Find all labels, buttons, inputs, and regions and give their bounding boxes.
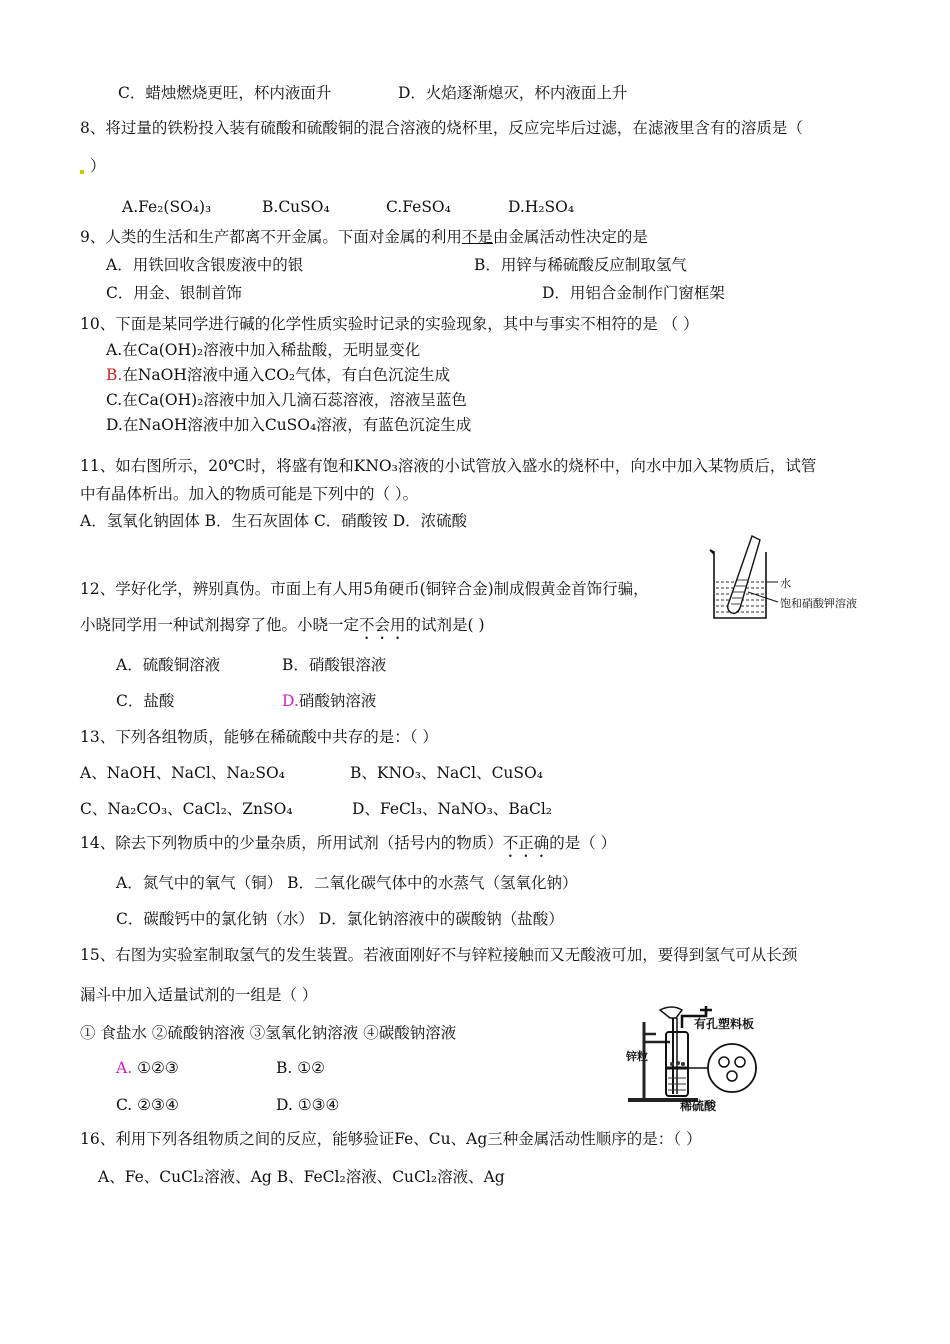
q15-items: ① 食盐水 ②硫酸钠溶液 ③氢氧化钠溶液 ④碳酸钠溶液 xyxy=(80,1024,457,1042)
beaker-figure xyxy=(700,530,880,626)
q9-stem-post: 由金属活动性决定的是 xyxy=(492,228,648,246)
q15-option-a-letter: A. xyxy=(116,1059,133,1077)
q10-option-b xyxy=(106,364,450,386)
q16-options-ab: A、Fe、CuCl₂溶液、Ag B、FeCl₂溶液、CuCl₂溶液、Ag xyxy=(98,1168,505,1186)
q8-marker xyxy=(80,170,84,174)
q9-option-d: D．用铝合金制作门窗框架 xyxy=(542,284,725,302)
q13-option-d: D、FeCl₃、NaNO₃、BaCl₂ xyxy=(352,800,552,818)
q10-option-d: D.在NaOH溶液中加入CuSO₄溶液，有蓝色沉淀生成 xyxy=(106,416,472,434)
q7-option-d: D．火焰逐渐熄灭，杯内液面上升 xyxy=(398,84,628,102)
q12-option-d xyxy=(282,690,376,712)
q11-line2: 中有晶体析出。加入的物质可能是下列中的（ ）。 xyxy=(80,485,419,503)
q9-option-b: B．用锌与稀硫酸反应制取氢气 xyxy=(474,256,687,274)
q13-stem: 13、下列各组物质，能够在稀硫酸中共存的是：（ ） xyxy=(80,728,438,746)
q15-option-d: D. ①③④ xyxy=(276,1096,340,1114)
q11-options: A．氢氧化钠固体 B．生石灰固体 C．硝酸铵 D．浓硫酸 xyxy=(80,512,468,530)
label-zinc: 锌粒 xyxy=(626,1050,648,1063)
q12-option-b: B．硝酸银溶液 xyxy=(282,656,387,674)
q9-option-a: A．用铁回收含银废液中的银 xyxy=(106,256,304,274)
q10-stem: 10、下面是某同学进行碱的化学性质实验时记录的实验现象，其中与事实不相符的是 （ ） xyxy=(80,315,699,333)
q13-option-b: B、KNO₃、NaCl、CuSO₄ xyxy=(350,764,543,782)
q13-option-c: C、Na₂CO₃、CaCl₂、ZnSO₄ xyxy=(80,800,293,818)
q8-option-d: D.H₂SO₄ xyxy=(508,198,575,216)
q12-option-a: A．硫酸铜溶液 xyxy=(116,656,221,674)
q10-option-c: C.在Ca(OH)₂溶液中加入几滴石蕊溶液，溶液呈蓝色 xyxy=(106,391,467,409)
q14-stem xyxy=(80,832,616,861)
q8-option-c: C.FeSO₄ xyxy=(386,198,451,216)
q8-option-b: B.CuSO₄ xyxy=(262,198,330,216)
q9-stem-pre: 9、人类的生活和生产都离不开金属。下面对金属的利用 xyxy=(80,228,462,246)
q15-option-a-text: ①②③ xyxy=(137,1059,179,1077)
q12-line1: 12、学好化学，辨别真伪。市面上有人用5角硬币(铜锌合金)制成假黄金首饰行骗， xyxy=(80,580,649,598)
q12-option-c: C．盐酸 xyxy=(116,692,175,710)
q8-stem-close: ） xyxy=(90,157,106,175)
q12-line2 xyxy=(80,614,485,643)
q14-stem-mark: 不正确 xyxy=(502,834,550,852)
q7-option-c: C．蜡烛燃烧更旺，杯内液面升 xyxy=(118,84,332,102)
q8-option-a: A.Fe₂(SO₄)₃ xyxy=(122,198,212,216)
q9-stem-mark: 不是 xyxy=(461,228,493,246)
label-perforated-plate: 有孔塑料板 xyxy=(694,1017,755,1031)
q15-option-b: B. ①② xyxy=(276,1059,326,1077)
q12-line2-mark: 不会用 xyxy=(359,616,406,634)
q12-option-d-letter: D. xyxy=(282,692,299,710)
q13-option-a: A、NaOH、NaCl、Na₂SO₄ xyxy=(80,764,285,782)
q14-stem-post: 的是（ ） xyxy=(549,834,617,852)
q14-options-cd: C．碳酸钙中的氯化钠（水） D．氯化钠溶液中的碳酸钠（盐酸） xyxy=(116,910,564,928)
q12-line2-post: 的试剂是( ) xyxy=(405,616,485,634)
q10-option-b-letter: B. xyxy=(106,366,123,384)
q10-option-b-text: 在NaOH溶液中通入CO₂气体，有白色沉淀生成 xyxy=(122,366,451,384)
q11-line1: 11、如右图所示，20℃时，将盛有饱和KNO₃溶液的小试管放入盛水的烧杯中，向水中加入某物质后，试管 xyxy=(80,457,817,475)
label-water: 水 xyxy=(780,577,791,590)
plate-magnified-view xyxy=(708,1044,756,1092)
q12-line2-pre: 小晓同学用一种试剂揭穿了他。小晓一定 xyxy=(80,616,360,634)
q8-stem: 8、将过量的铁粉投入装有硫酸和硫酸铜的混合溶液的烧杯里，反应完毕后过滤，在滤液里含有的溶质是（ xyxy=(80,119,803,137)
label-saturated-kno3: 饱和硝酸钾溶液 xyxy=(780,597,857,610)
q12-option-d-text: 硝酸钠溶液 xyxy=(298,692,377,710)
q10-option-a: A.在Ca(OH)₂溶液中加入稀盐酸，无明显变化 xyxy=(106,341,421,359)
q14-options-ab: A．氮气中的氧气（铜） B．二氧化碳气体中的水蒸气（氢氧化钠） xyxy=(116,874,578,892)
q9-stem xyxy=(80,226,648,248)
q15-line2: 漏斗中加入适量试剂的一组是（ ） xyxy=(80,986,318,1004)
label-dilute-sulfuric-acid: 稀硫酸 xyxy=(680,1099,717,1113)
q15-option-a xyxy=(116,1057,179,1079)
hydrogen-apparatus-figure xyxy=(622,1002,800,1114)
q15-option-c: C. ②③④ xyxy=(116,1096,179,1114)
q16-stem: 16、利用下列各组物质之间的反应，能够验证Fe、Cu、Ag三种金属活动性顺序的是：（ ） xyxy=(80,1130,702,1148)
q15-line1: 15、右图为实验室制取氢气的发生装置。若液面刚好不与锌粒接触而又无酸液可加，要得到氢气可从长颈 xyxy=(80,946,798,964)
q14-stem-pre: 14、除去下列物质中的少量杂质，所用试剂（括号内的物质） xyxy=(80,834,503,852)
q9-option-c: C．用金、银制首饰 xyxy=(106,284,242,302)
